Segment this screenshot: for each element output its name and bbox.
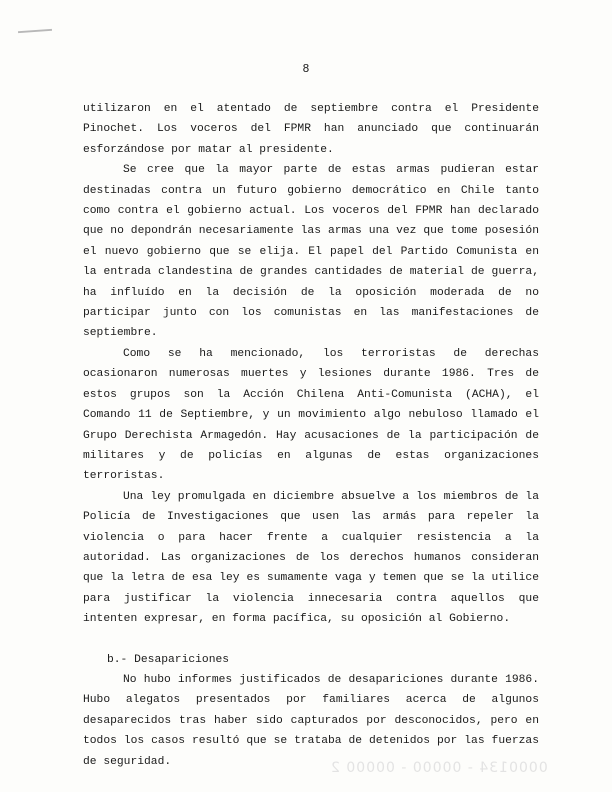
paragraph-ley-diciembre: Una ley promulgada en diciembre absuelve a los miembros de la Policía de Investigaciones que usen las armás para repeler la violencia o para hacer frente a cualquier resistencia a la autoridad. Las organizaciones de los derechos humanos consideran que la letra de esa ley es sumamente vaga y temen que se la utilice para justificar la violencia innecesaria contra aquellos que intenten expresar, en forma pacífica, su oposición al Gobierno. (83, 490, 539, 626)
page-number: 8 (302, 63, 310, 76)
paragraph-continued: utilizaron en el atentado de septiembre contra el Presidente Pinochet. Los voceros del FPMR han anunciado que continuarán esforzándose por matar al presidente. (83, 103, 539, 156)
section-heading: b.- Desapariciones (107, 653, 230, 666)
paragraph-desapariciones: No hubo informes justificados de desapariciones durante 1986. Hubo alegatos presentados por familiares acerca de algunos desaparecidos tras haber sido capturados por desconocidos, pero en todos los casos resultó que se trataba de detenidos por las fuerzas de seguridad. (83, 673, 539, 768)
scan-mark (18, 29, 52, 33)
paragraph-armas: Se cree que la mayor parte de estas armas pudieran estar destinadas contra un futuro gobierno democrático en Chile tanto como contra el gobierno actual. Los voceros del FPMR han declarado que no depondrán necesariamente las armas una vez que tome posesión el nuevo gobierno que se elija. El papel del Partido Comunista en la entrada clandestina de grandes cantidades de material de guerra, ha influído en la decisión de la oposición moderada de no participar junto con los comunistas en las manifestaciones de septiembre. (83, 164, 539, 340)
paragraph-terroristas-derechas: Como se ha mencionado, los terroristas de derechas ocasionaron numerosas muertes y lesiones durante 1986. Tres de estos grupos son la Acción Chilena Anti-Comunista (ACHA), el Comando 11 de Septiembre, y un movimiento algo nebuloso llamado el Grupo Derechista Armagedón. Hay acusaciones de la participación de militares y de policías en algunas de estas organizaciones terroristas. (83, 347, 539, 483)
body-text (83, 99, 539, 772)
bleed-through-text: 0000134 - 00000 - 00000 2 (330, 760, 548, 776)
